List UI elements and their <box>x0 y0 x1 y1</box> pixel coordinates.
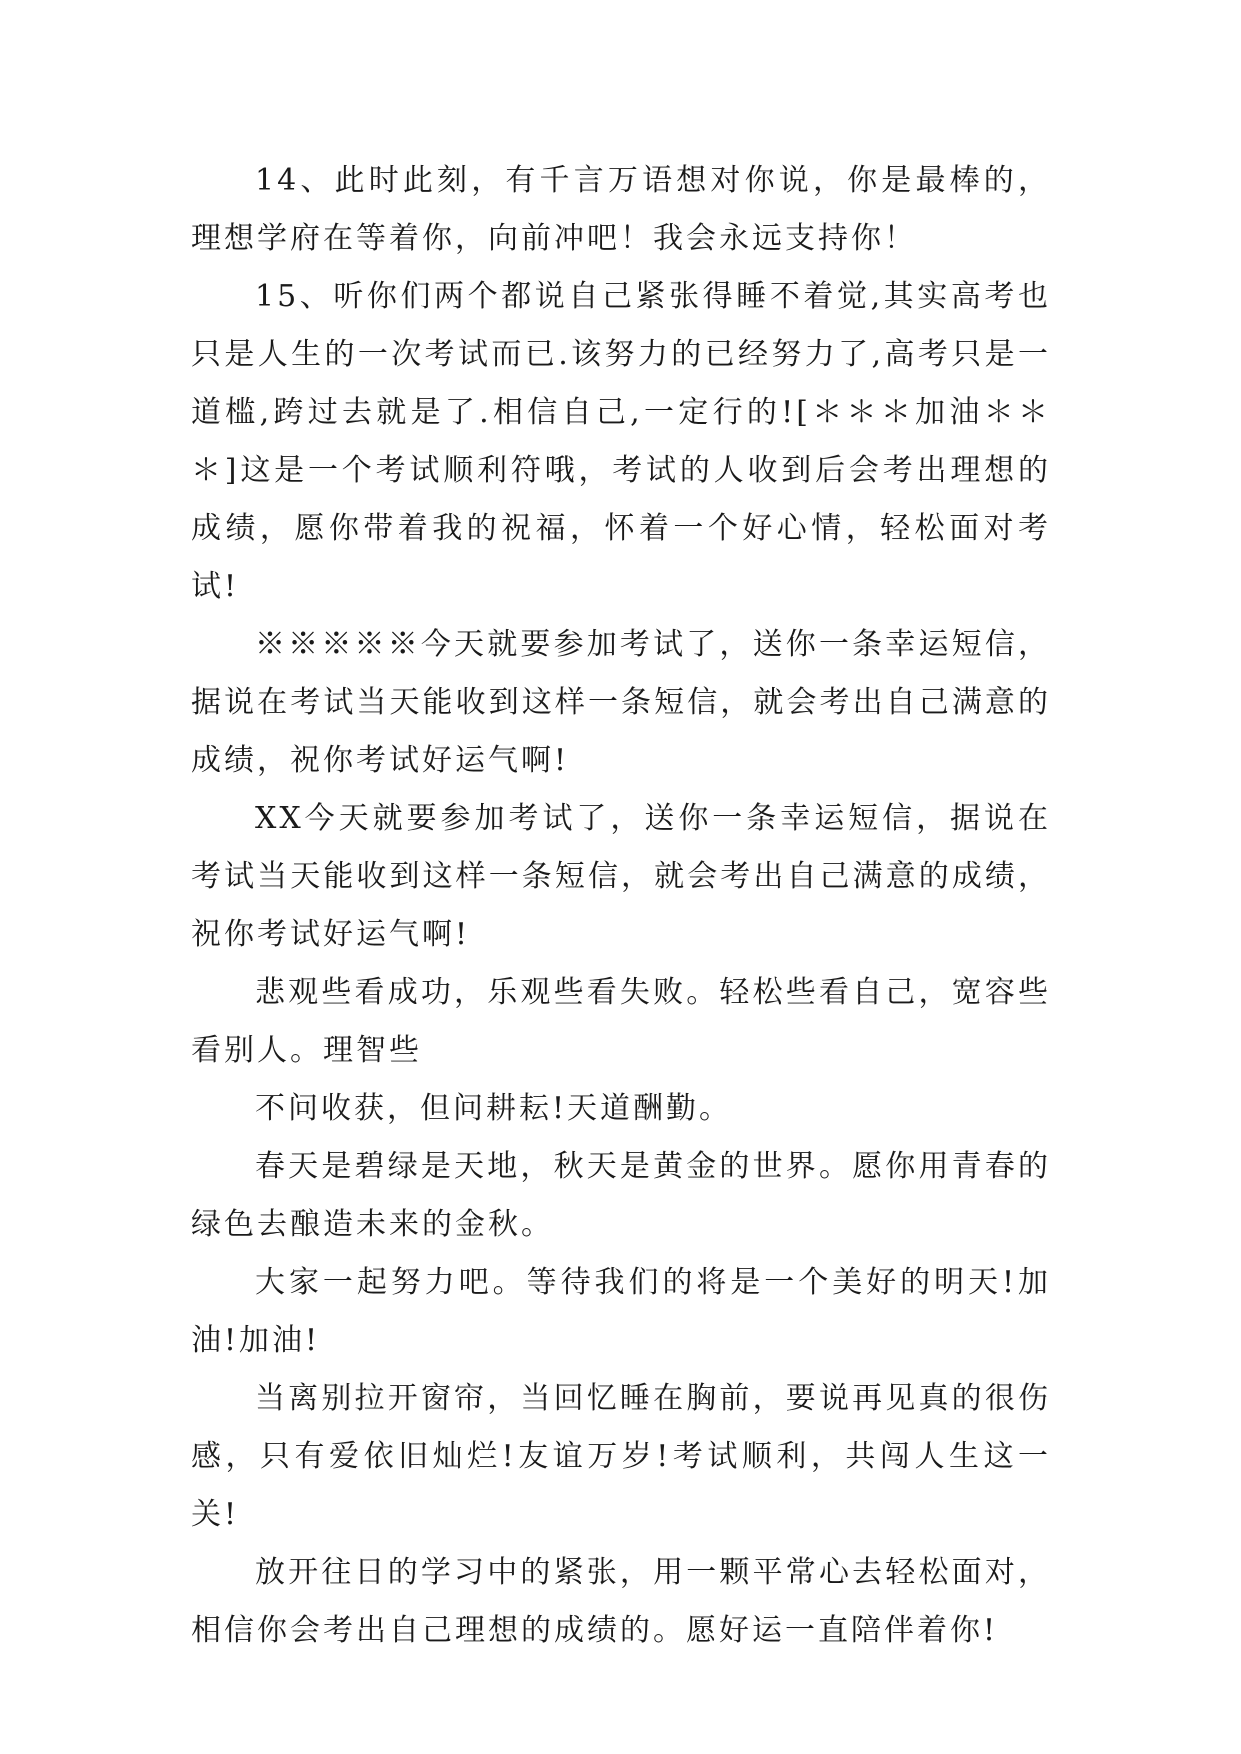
paragraph: 当离别拉开窗帘，当回忆睡在胸前，要说再见真的很伤感，只有爱依旧灿烂!友谊万岁!考试顺利，共闯人生这一关! <box>191 1381 1051 1532</box>
paragraph: 春天是碧绿是天地，秋天是黄金的世界。愿你用青春的绿色去酿造未来的金秋。 <box>191 1149 1051 1242</box>
paragraph: 悲观些看成功，乐观些看失败。轻松些看自己，宽容些看别人。理智些 <box>191 975 1051 1068</box>
paragraph: XX今天就要参加考试了，送你一条幸运短信，据说在考试当天能收到这样一条短信，就会考出自己满意的成绩，祝你考试好运气啊! <box>191 801 1051 952</box>
paragraph: 大家一起努力吧。等待我们的将是一个美好的明天!加油!加油! <box>191 1265 1051 1358</box>
paragraph: 15、听你们两个都说自己紧张得睡不着觉,其实高考也只是人生的一次考试而已.该努力的已经努力了,高考只是一道槛,跨过去就是了.相信自己,一定行的![＊＊＊加油＊＊＊]这是一个考试顺利符哦，考试的人收到后会考出理想的成绩，愿你带着我的祝福，怀着一个好心情，轻松面对考试! <box>191 279 1051 604</box>
paragraph: 14、此时此刻，有千言万语想对你说，你是最棒的，理想学府在等着你，向前冲吧！我会永远支持你！ <box>191 163 1051 256</box>
paragraph: ※※※※※今天就要参加考试了，送你一条幸运短信，据说在考试当天能收到这样一条短信，就会考出自己满意的成绩，祝你考试好运气啊! <box>191 627 1051 778</box>
paragraph: 不问收获，但问耕耘!天道酬勤。 <box>255 1091 733 1126</box>
document-body <box>191 152 1051 1660</box>
paragraph: 放开往日的学习中的紧张，用一颗平常心去轻松面对，相信你会考出自己理想的成绩的。愿好运一直陪伴着你! <box>191 1555 1051 1648</box>
